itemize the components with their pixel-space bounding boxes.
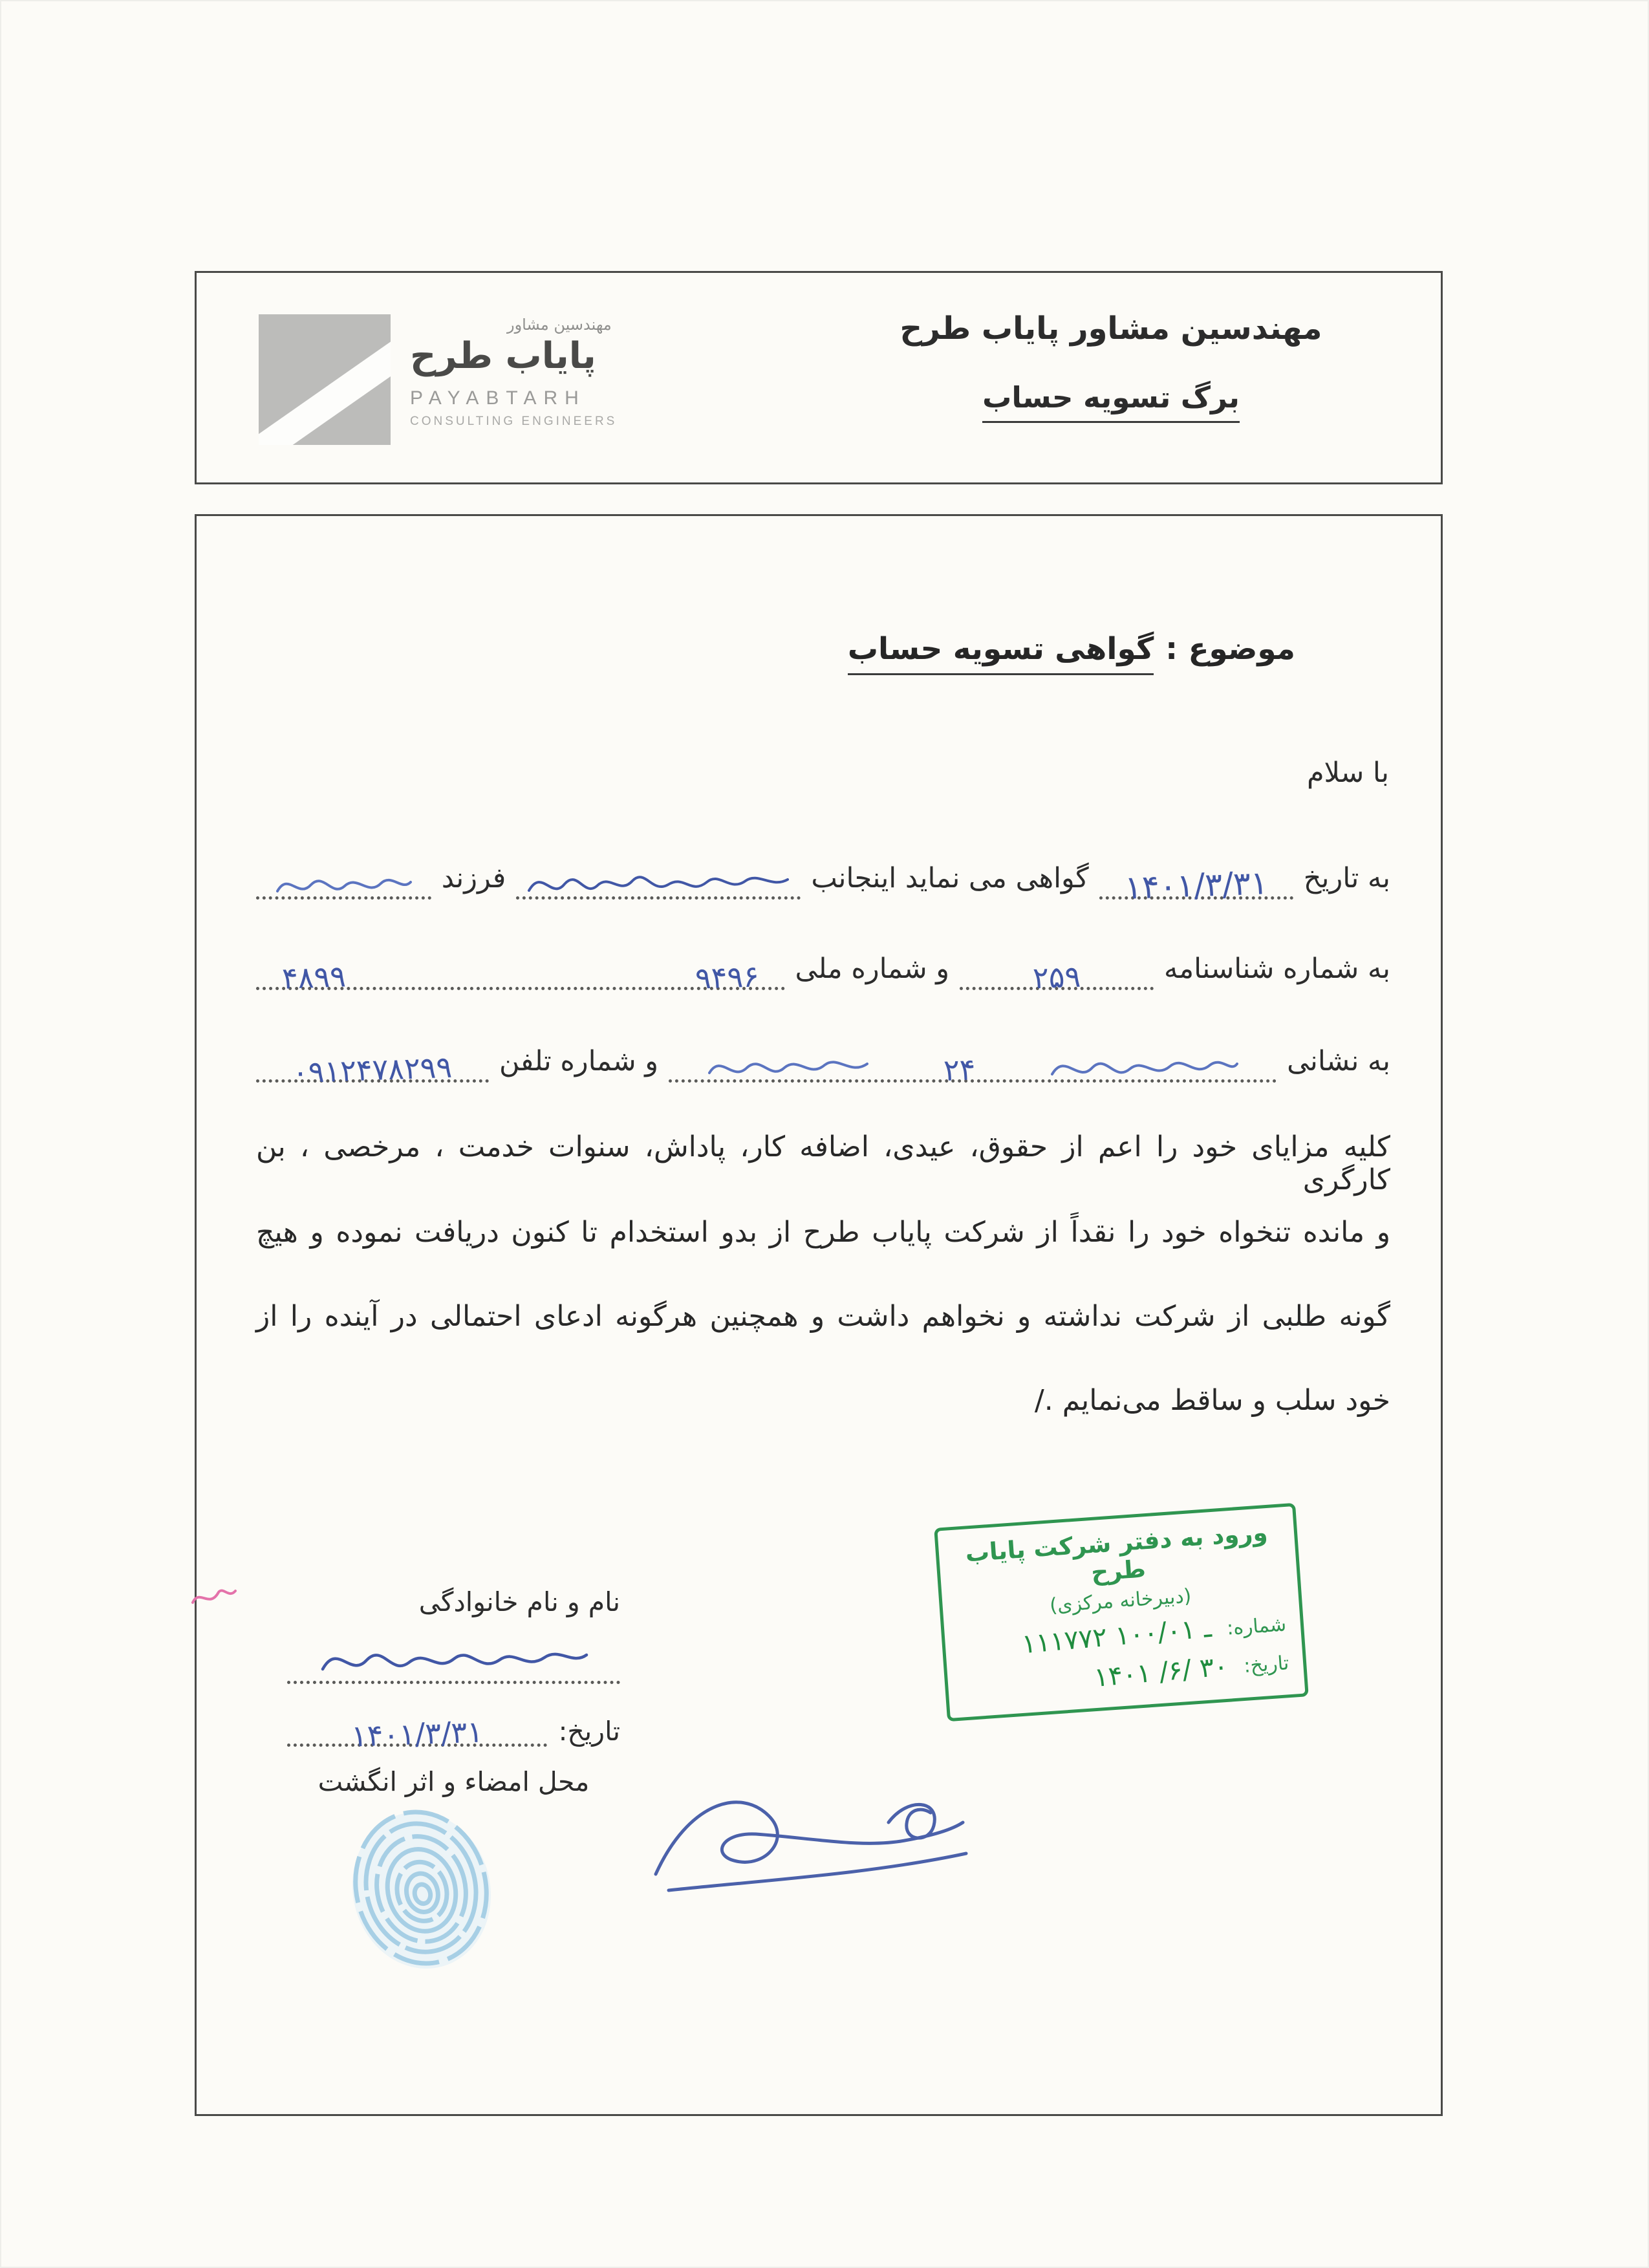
stamp-handwritten-number: ۱۱۱۷۷۲ ـ ۱۰۰/۰۱: [1020, 1612, 1213, 1660]
handwritten-phone: ۰۹۱۲۴۷۸۲۹۹: [292, 1049, 453, 1090]
name-fill-field: [516, 851, 801, 900]
handwritten-birth-cert-no: ۲۵۹: [1032, 958, 1082, 996]
handwritten-national-id-left: ۴۸۹۹: [281, 958, 347, 996]
logo-fa-small: مهندسین مشاور: [507, 316, 612, 334]
logo-en-subtitle: CONSULTING ENGINEERS: [410, 415, 618, 428]
stamp-number-label: شماره:: [1225, 1612, 1288, 1640]
text-birth-cert: به شماره شناسنامه: [1164, 953, 1390, 985]
text-address: به نشانی: [1287, 1045, 1390, 1077]
stamp-title: ورود به دفتر شرکت پایاب طرح: [964, 1518, 1269, 1587]
subject-line: [848, 631, 1295, 675]
line-address-phone: [256, 1026, 1390, 1090]
logo-en-name: PAYABTARH: [410, 387, 586, 409]
phone-fill-field: [256, 1044, 489, 1090]
subject-label: موضوع :: [1165, 631, 1295, 667]
body-line-1: کلیه مزایای خود را اعم از حقوق، عیدی، اضافه کار، پاداش، سنوات خدمت ، مرخصی ، بن کارگری: [256, 1130, 1390, 1196]
company-logo-mark: [259, 314, 391, 445]
handwritten-address-scrawl-2: [704, 1047, 872, 1090]
address-fill-field: [669, 1037, 1277, 1088]
company-logo-text: [410, 316, 772, 429]
text-be-tarikh: به تاریخ: [1303, 862, 1390, 894]
date-fill-field: [1099, 859, 1293, 907]
ink-signature: [617, 1777, 977, 1917]
letterhead-box: [195, 271, 1443, 484]
body-line-4: خود سلب و ساقط می‌نمایم ./: [1034, 1384, 1390, 1417]
letterhead-titles: [859, 310, 1363, 423]
office-entry-stamp: [934, 1503, 1309, 1722]
handwritten-address-scrawl-1: [1047, 1047, 1241, 1090]
company-title: مهندسین مشاور پایاب طرح: [900, 310, 1322, 347]
logo-diagonal-stripe-icon: [259, 331, 391, 445]
text-phone: و شماره تلفن: [499, 1045, 659, 1077]
body-line-2: و مانده تنخواه خود را نقداً از شرکت پایاب طرح از بدو استخدام تا کنون دریافت نموده و هیچ: [256, 1216, 1390, 1249]
handwritten-name-scrawl: [523, 861, 794, 907]
signature-place-label: محل امضاء و اثر انگشت: [318, 1766, 590, 1797]
handwritten-father-scrawl: [272, 865, 415, 907]
stamp-handwritten-date: ۱۴۰۱ /۶/ ۳۰: [1093, 1650, 1230, 1693]
signature-date-label: تاریخ:: [558, 1716, 620, 1747]
line-id-numbers: [256, 933, 1390, 996]
father-name-fill-field: [256, 855, 431, 900]
birth-cert-fill-field: [960, 952, 1154, 996]
stamp-subtitle: (دبیرخانه مرکزی): [1049, 1584, 1192, 1617]
logo-fa-large: پایاب طرح: [410, 335, 596, 377]
form-title: برگ تسویه حساب: [982, 380, 1240, 423]
handwritten-plate-number: ۲۴: [943, 1052, 976, 1088]
name-surname-label: نام و نام خانوادگی: [418, 1586, 620, 1617]
fingerprint: [336, 1800, 506, 1976]
signature-block: [287, 1586, 620, 1797]
letter-body-box: [195, 514, 1443, 2116]
signature-date-field: [287, 1702, 547, 1754]
salutation: با سلام: [1306, 757, 1389, 789]
signature-date-row: [287, 1702, 620, 1754]
handwritten-national-id-right: ۹۴۹۶: [694, 958, 760, 996]
stamp-date-label: تاریخ:: [1243, 1651, 1290, 1678]
pink-margin-mark: [189, 1584, 241, 1614]
text-farzand: فرزند: [441, 862, 506, 894]
subject-value: گواهی تسویه حساب: [848, 631, 1154, 675]
handwritten-name-signature: [315, 1633, 593, 1689]
body-line-3: گونه طلبی از شرکت نداشته و نخواهم داشت و همچنین هرگونه ادعای احتمالی در آینده را از: [256, 1300, 1390, 1333]
text-certifies: گواهی می نماید اینجانب: [811, 862, 1089, 894]
name-signature-line: [287, 1623, 620, 1684]
text-national-id: و شماره ملی: [795, 953, 950, 985]
handwritten-date: ۱۴۰۱/۳/۳۱: [1123, 864, 1269, 907]
national-id-fill-field: [256, 952, 785, 996]
line-date-name-father: [256, 843, 1390, 907]
handwritten-signature-date: ۱۴۰۱/۳/۳۱: [350, 1714, 484, 1754]
